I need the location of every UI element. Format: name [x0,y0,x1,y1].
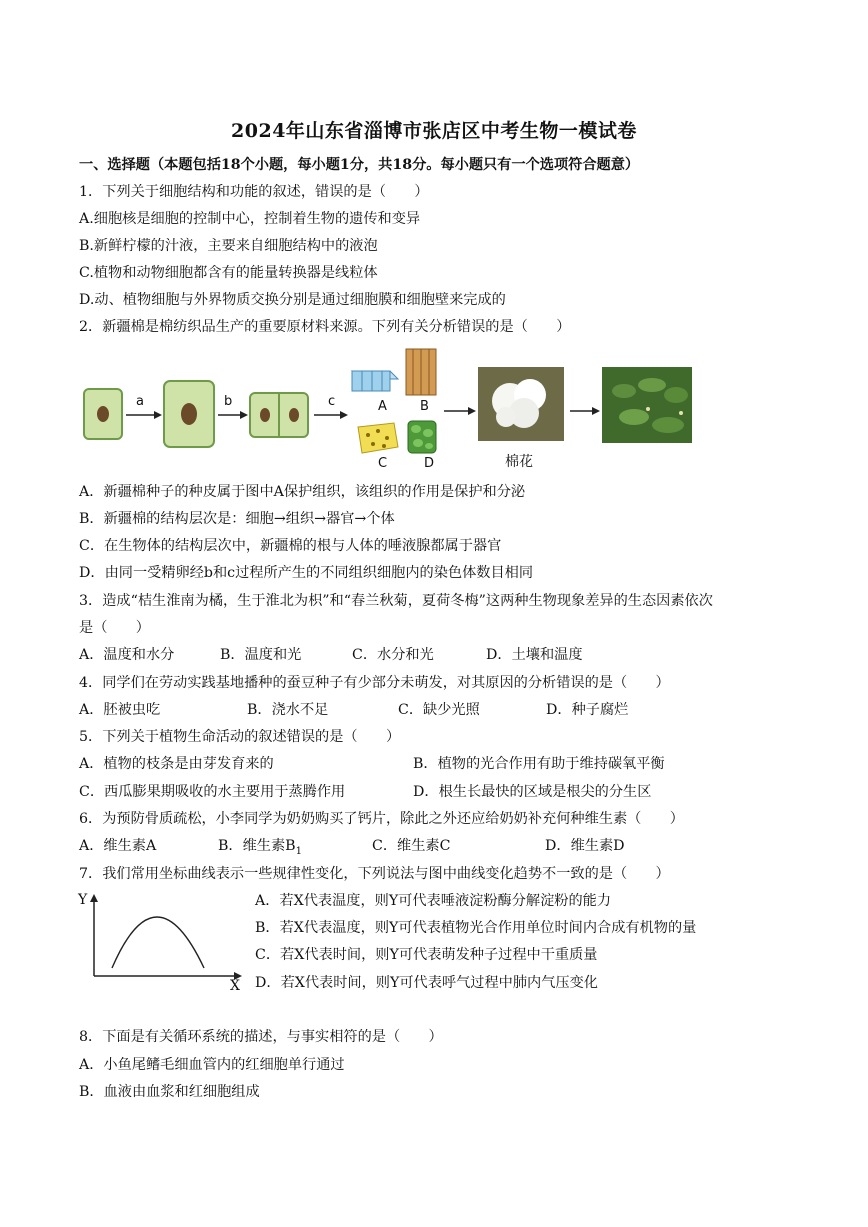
question-1-option-c: C.植物和动物细胞都含有的能量转换器是线粒体 [79,265,378,281]
y-axis-label: Y [78,892,88,908]
question-3-stem-cont: 是（ ） [79,620,150,636]
tissue-d [408,421,436,453]
arrow-label-b: b [224,394,233,409]
question-7-option-d: D．若X代表时间，则Y可代表呼气过程中肺内气压变化 [255,975,598,991]
question-4-option-b: B．浇水不足 [247,702,329,718]
question-1-stem: 1．下列关于细胞结构和功能的叙述，错误的是（ ） [79,184,429,200]
question-3-stem: 3．造成“桔生淮南为橘，生于淮北为枳”和“春兰秋菊，夏荷冬梅”这两种生物现象差异的生态因素依次 [79,593,713,609]
question-2-option-d: D．由同一受精卵经b和c过程所产生的不同组织细胞内的染色体数目相同 [79,565,534,581]
arrow-label-c: c [328,394,336,409]
question-3-option-a: A．温度和水分 [79,647,175,663]
question-2-option-a: A．新疆棉种子的种皮属于图中A保护组织，该组织的作用是保护和分泌 [79,484,526,500]
nucleus-2 [181,403,197,425]
cotton-field-image [602,367,692,443]
question-7-option-c: C．若X代表时间，则Y可代表萌发种子过程中干重质量 [255,947,598,963]
question-5-option-c: C．西瓜膨果期吸收的水主要用于蒸腾作用 [79,784,346,800]
nucleus-1 [97,406,109,422]
cotton-boll-image [478,367,564,441]
x-axis-label: X [230,978,240,994]
question-6-option-a: A．维生素A [79,838,157,854]
question-1-option-b: B.新鲜柠檬的汁液，主要来自细胞结构中的液泡 [79,238,378,254]
question-1-option-a: A.细胞核是细胞的控制中心，控制着生物的遗传和变异 [79,211,421,227]
tissue-c [358,423,398,453]
tissue-b [406,349,436,395]
question-6-stem: 6．为预防骨质疏松，小李同学为奶奶购买了钙片，除此之外还应给奶奶补充何种维生素（ ） [79,811,684,827]
question-2-stem: 2．新疆棉是棉纺织品生产的重要原材料来源。下列有关分析错误的是（ ） [79,319,571,335]
arrow-label-a: a [136,394,144,409]
question-6-option-c: C．维生素C [372,838,451,854]
question-7-stem: 7．我们常用坐标曲线表示一些规律性变化，下列说法与图中曲线变化趋势不一致的是（ ） [79,866,670,882]
question-6-option-d: D．维生素D [545,838,625,854]
question-5-option-a: A．植物的枝条是由芽发育来的 [79,756,274,772]
question-3-option-d: D．土壤和温度 [486,647,583,663]
question-7-option-a: A．若X代表温度，则Y可代表唾液淀粉酶分解淀粉的能力 [255,893,612,909]
question-8-option-b: B．血液由血浆和红细胞组成 [79,1084,260,1100]
question-5-stem: 5．下列关于植物生命活动的叙述错误的是（ ） [79,729,401,745]
cell-division-figure [78,343,698,475]
tissue-label-a: A [378,399,387,414]
question-3-option-c: C．水分和光 [352,647,434,663]
question-4-option-a: A．胚被虫吃 [79,702,161,718]
question-4-option-c: C．缺少光照 [398,702,480,718]
cotton-caption: 棉花 [505,454,533,470]
question-3-option-b: B．温度和光 [220,647,302,663]
question-8-stem: 8．下面是有关循环系统的描述，与事实相符的是（ ） [79,1029,443,1045]
question-5-option-d: D．根生长最快的区域是根尖的分生区 [413,784,652,800]
question-6-option-b [218,836,302,862]
question-4-option-d: D．种子腐烂 [546,702,629,718]
tissue-label-c: C [378,456,388,471]
question-1-option-d: D.动、植物细胞与外界物质交换分别是通过细胞膜和细胞壁来完成的 [79,292,506,308]
question-2-option-b: B．新疆棉的结构层次是：细胞→组织→器官→个体 [79,511,395,527]
tissue-label-b: B [420,399,429,414]
curve-graph [76,892,248,992]
page-title: 2024年山东省淄博市张店区中考生物一模试卷 [231,120,637,142]
tissue-a [352,371,398,391]
question-6-option-b-text: B．维生素B [218,838,296,854]
question-5-option-b: B．植物的光合作用有助于维持碳氧平衡 [413,756,665,772]
question-6-option-b-subscript: 1 [295,845,302,857]
question-7-option-b: B．若X代表温度，则Y可代表植物光合作用单位时间内合成有机物的量 [255,920,697,936]
question-8-option-a: A．小鱼尾鳍毛细血管内的红细胞单行通过 [79,1057,345,1073]
question-2-option-c: C．在生物体的结构层次中，新疆棉的根与人体的唾液腺都属于器官 [79,538,502,554]
tissue-label-d: D [424,456,435,471]
bell-curve [112,917,204,968]
question-4-stem: 4．同学们在劳动实践基地播种的蚕豆种子有少部分未萌发，对其原因的分析错误的是（ ） [79,675,670,691]
section-heading: 一、选择题（本题包括18个小题，每小题1分，共18分。每小题只有一个选项符合题意） [79,157,640,173]
